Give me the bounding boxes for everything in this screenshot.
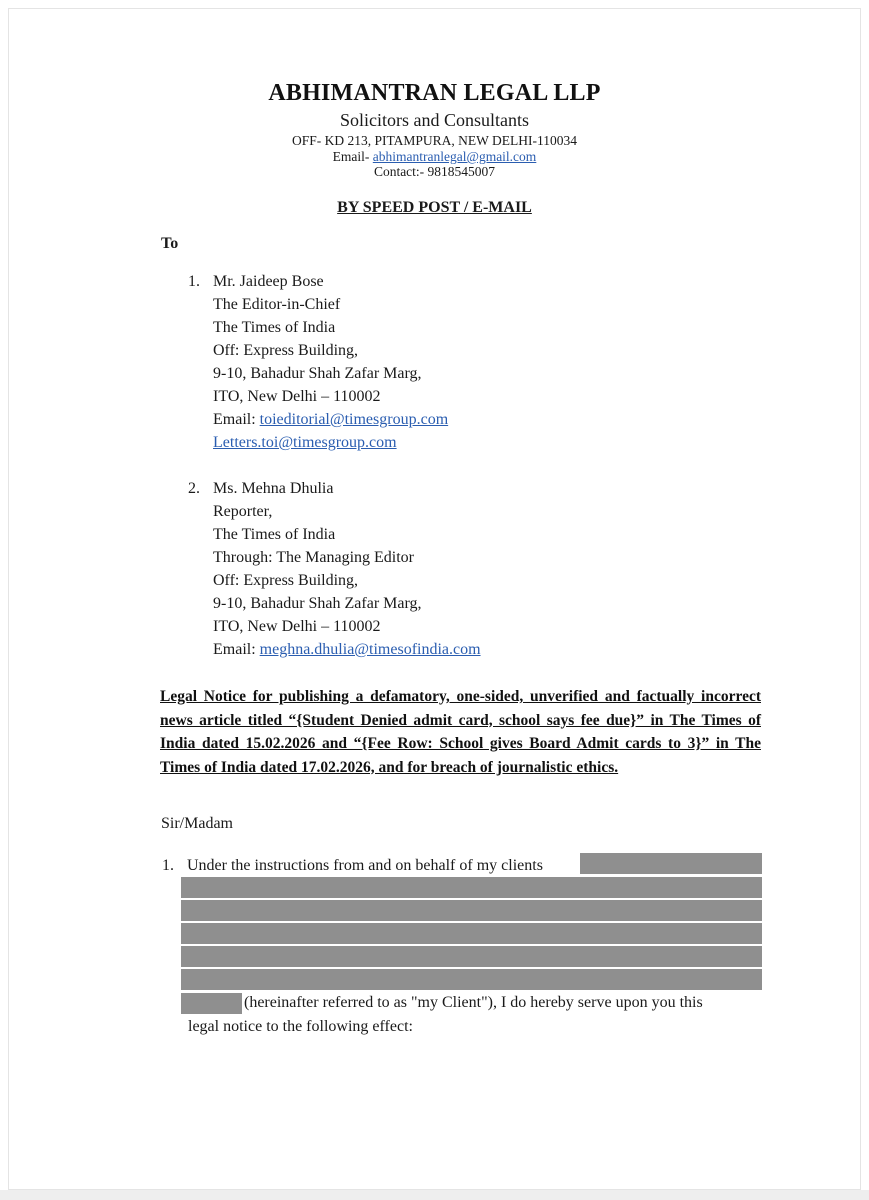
recipient-2-line: Ms. Mehna Dhulia <box>213 480 334 497</box>
recipient-2-line: Through: The Managing Editor <box>213 549 414 566</box>
recipient-1-line: 9-10, Bahadur Shah Zafar Marg, <box>213 365 422 382</box>
firm-address: OFF- KD 213, PITAMPURA, NEW DELHI-110034 <box>291 133 578 148</box>
recipient-2-email-label: Email: <box>213 641 260 658</box>
paragraph-1-continuation: (hereinafter referred to as "my Client"), I do hereby serve upon you this <box>244 994 703 1011</box>
recipient-2-line: Off: Express Building, <box>213 572 359 589</box>
recipient-1-line: Off: Express Building, <box>213 342 359 359</box>
recipient-1-email-label: Email: <box>213 411 260 428</box>
firm-tagline: Solicitors and Consultants <box>340 110 529 130</box>
firm-email-link[interactable]: abhimantranlegal@gmail.com <box>372 149 537 164</box>
redaction-block <box>181 946 762 967</box>
redaction-block <box>580 853 762 874</box>
recipient-1-line: The Times of India <box>213 319 336 336</box>
firm-email-line <box>0 149 869 165</box>
firm-contact: Contact:- 9818545007 <box>373 164 496 179</box>
redaction-block <box>181 969 762 990</box>
recipient-1-number: 1. <box>188 273 200 290</box>
paragraph-1-number: 1. <box>162 857 174 874</box>
recipient-1-line: ITO, New Delhi – 110002 <box>213 388 381 405</box>
to-label: To <box>161 235 179 252</box>
recipient-2-line: Reporter, <box>213 503 273 520</box>
recipient-2-line: The Times of India <box>213 526 336 543</box>
viewer-bottom-strip <box>0 1190 869 1200</box>
paragraph-1-closing: legal notice to the following effect: <box>188 1018 413 1035</box>
redaction-block <box>181 877 762 898</box>
redaction-block <box>181 900 762 921</box>
paragraph-1-opening: Under the instructions from and on behalf of my clients <box>187 857 543 874</box>
redaction-block <box>181 923 762 944</box>
recipient-1-line: Mr. Jaideep Bose <box>213 273 324 290</box>
delivery-mode-heading: BY SPEED POST / E-MAIL <box>337 199 532 216</box>
firm-email-label: Email- <box>332 149 373 164</box>
salutation: Sir/Madam <box>161 815 233 832</box>
recipient-2-email-line <box>213 641 481 659</box>
recipient-1-line: The Editor-in-Chief <box>213 296 341 313</box>
firm-name: ABHIMANTRAN LEGAL LLP <box>268 80 601 106</box>
recipient-2-line: ITO, New Delhi – 110002 <box>213 618 381 635</box>
notice-subject: Legal Notice for publishing a defamatory, one-sided, unverified and factually incorrect news article titled “{Student Denied admit card, school says fee due}” in The Times of India dated 15.02.2026 and “{Fee Row: School gives Board Admit cards to 3}” in The Times of India dated 17.02.2026, and for breach of journalistic ethics. <box>160 688 761 776</box>
recipient-2-line: 9-10, Bahadur Shah Zafar Marg, <box>213 595 422 612</box>
recipient-1-email-line <box>213 411 448 429</box>
recipient-2-number: 2. <box>188 480 200 497</box>
recipient-1-email-link-2[interactable]: Letters.toi@timesgroup.com <box>213 434 397 451</box>
document-page <box>8 8 861 1190</box>
redaction-block <box>181 993 242 1014</box>
recipient-1-email-link[interactable]: toieditorial@timesgroup.com <box>259 411 449 428</box>
recipient-2-email-link[interactable]: meghna.dhulia@timesofindia.com <box>259 641 481 658</box>
